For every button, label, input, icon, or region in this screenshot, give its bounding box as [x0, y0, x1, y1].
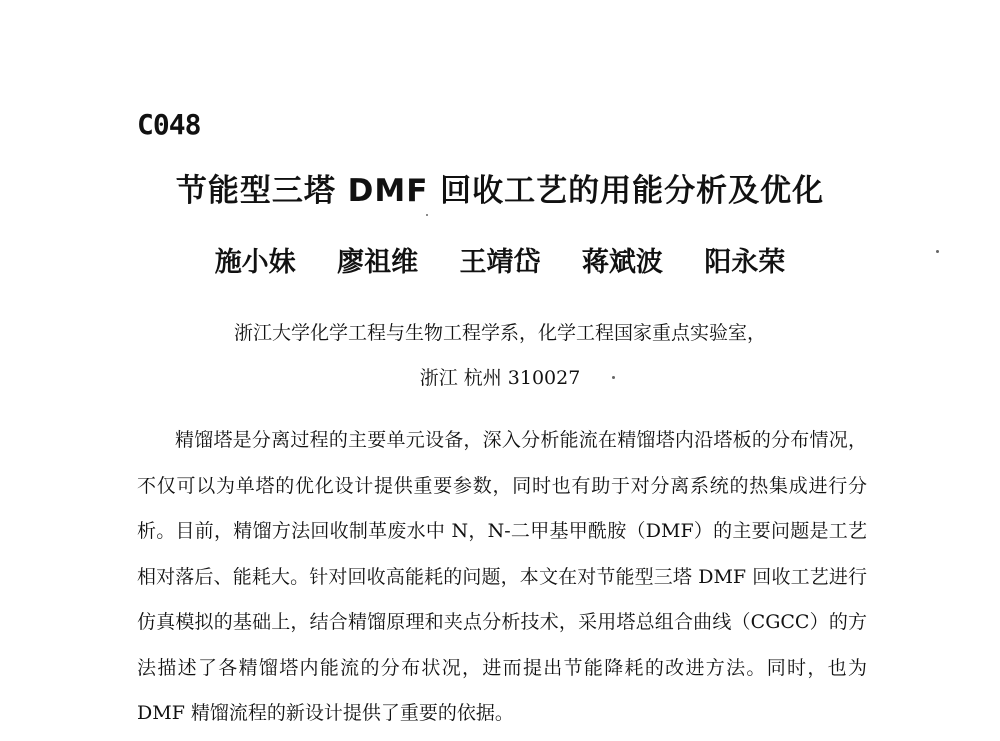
author-name: 阳永荣: [704, 247, 786, 278]
scan-speck: [426, 214, 428, 216]
scan-speck: [936, 250, 939, 253]
paper-code: C048: [137, 108, 201, 141]
author-name: 王靖岱: [459, 247, 541, 278]
abstract-paragraph: 精馏塔是分离过程的主要单元设备，深入分析能流在精馏塔内沿塔板的分布情况，不仅可以为单塔的优化设计提供重要参数，同时也有助于对分离系统的热集成进行分析。目前，精馏方法回收制革废水中 N，N-二甲基甲酰胺（DMF）的主要问题是工艺相对落后、能耗大。针对回收高能耗的问题，本文在对节能型三塔 DMF 回收工艺进行仿真模拟的基础上，结合精馏原理和夹点分析技术，采用塔总组合曲线（CGCC）的方法描述了各精馏塔内能流的分布状况，进而提出节能降耗的改进方法。同时，也为 DMF 精馏流程的新设计提供了重要的依据。: [137, 429, 867, 724]
author-name: 施小妹: [214, 247, 296, 278]
scan-speck: [612, 376, 615, 379]
affiliation-line-2: 浙江 杭州 310027: [419, 367, 581, 389]
author-list: [0, 240, 1000, 279]
author-name: 廖祖维: [337, 247, 419, 278]
affiliation-line-1: 浙江大学化学工程与生物工程学系，化学工程国家重点实验室，: [233, 322, 766, 344]
author-name: 蒋斌波: [581, 247, 663, 278]
paper-title: 节能型三塔 DMF 回收工艺的用能分析及优化: [175, 173, 825, 209]
